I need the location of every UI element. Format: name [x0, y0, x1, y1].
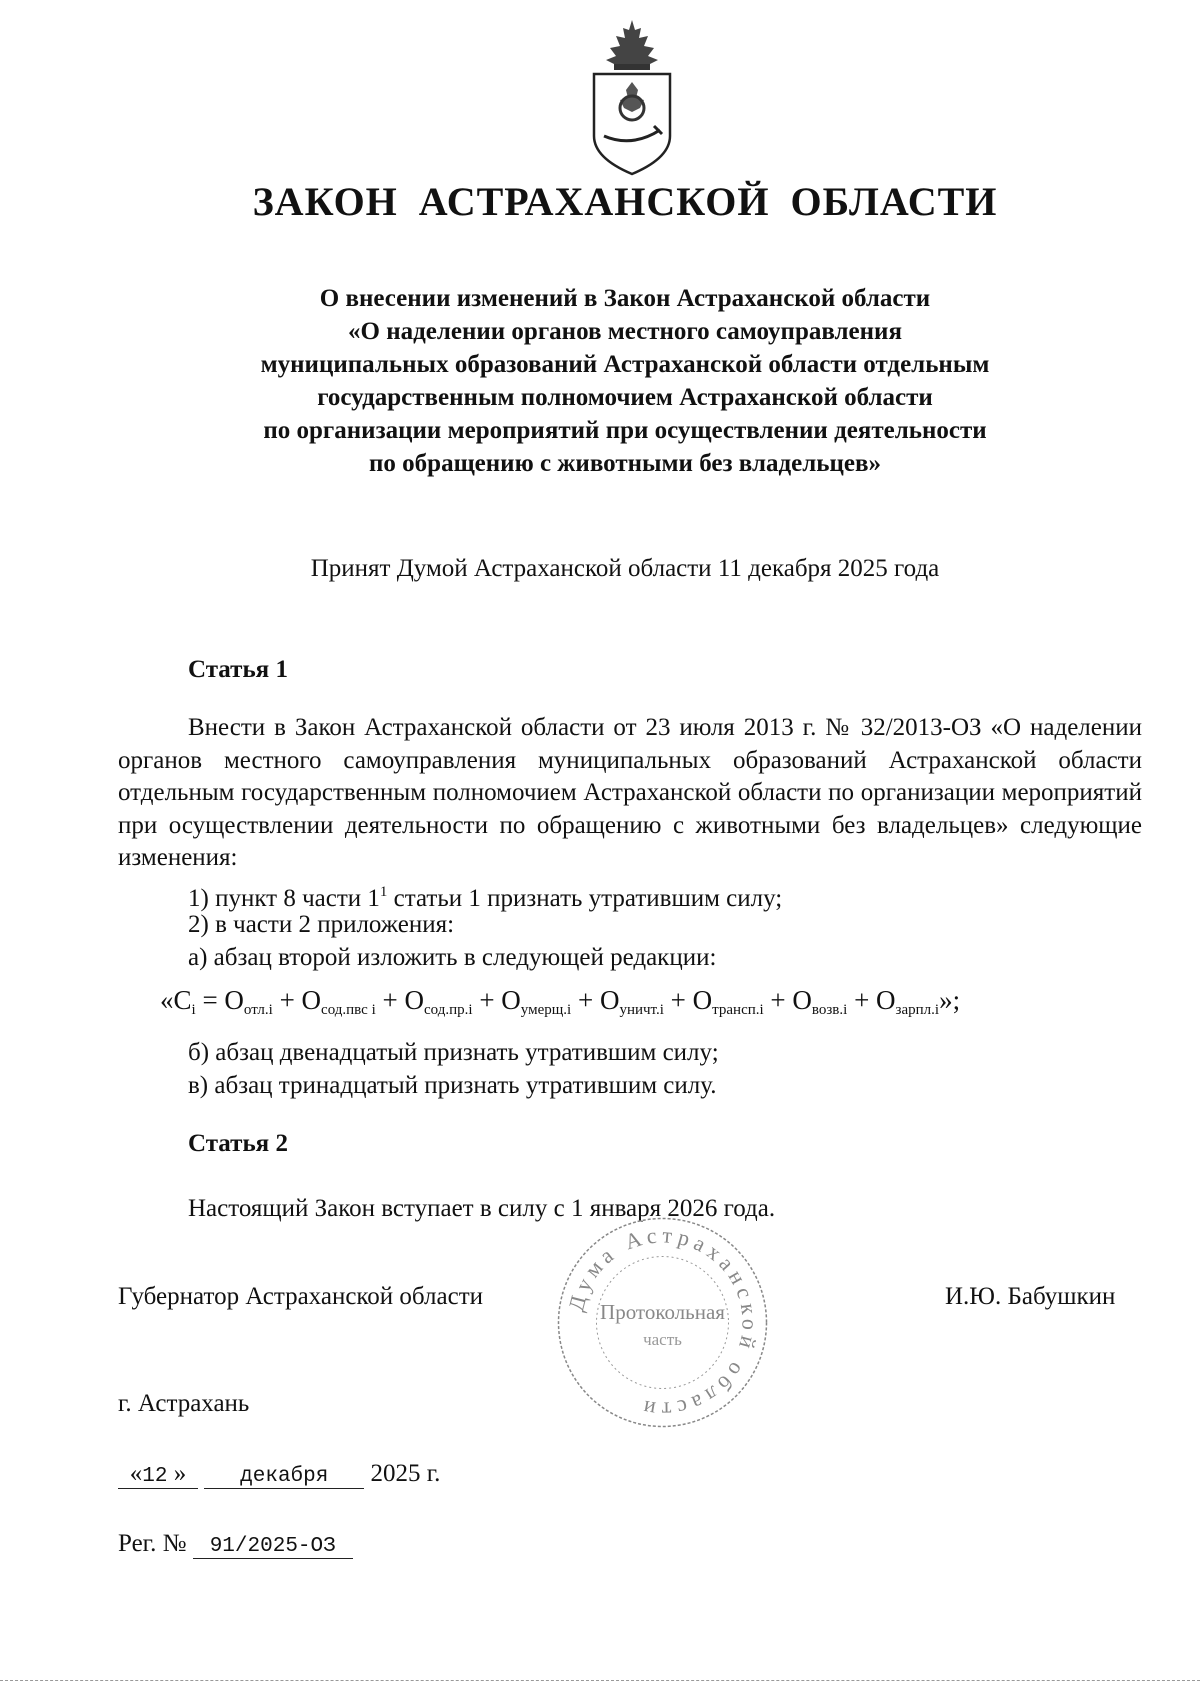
subtitle-line: муниципальных образований Астраханской области отдельным	[260, 351, 990, 378]
registration-label: Рег. №	[118, 1530, 187, 1557]
stamp-ring-text: Дума Астраханской области	[563, 1222, 763, 1423]
formula-plus: +	[663, 985, 693, 1015]
formula-term: $O_{умерщ.i}$	[501, 985, 572, 1018]
stamp-center-line1: Протокольная	[600, 1300, 725, 1324]
article-1-item-2c: в) абзац тринадцатый признать утратившим силу.	[188, 1072, 717, 1099]
article-2-heading: Статья 2	[188, 1130, 288, 1157]
law-subtitle	[0, 282, 1200, 480]
item-1-superscript: 1	[379, 884, 388, 900]
formula-plus: +	[272, 985, 302, 1015]
formula-close: »;	[939, 985, 961, 1015]
formula-plus: +	[472, 985, 502, 1015]
registration-number	[118, 1530, 353, 1559]
formula-term: $O_{отл.i}$	[224, 985, 273, 1018]
signatory-name: И.Ю. Бабушкин	[945, 1283, 1116, 1310]
date-day-field	[118, 1460, 198, 1489]
date-close-quote: »	[173, 1460, 187, 1487]
formula-term: $O_{зарпл.i}$	[876, 985, 940, 1018]
coat-of-arms-emblem	[586, 18, 678, 178]
subtitle-line: государственным полномочием Астраханской области	[317, 384, 933, 411]
article-1-item-2a: а) абзац второй изложить в следующей редакции:	[188, 944, 717, 971]
registration-value: 91/2025-ОЗ	[193, 1535, 353, 1559]
formula-plus: +	[763, 985, 793, 1015]
formula-plus: +	[375, 985, 405, 1015]
subtitle-line: О внесении изменений в Закон Астраханской области	[319, 285, 931, 312]
formula-lhs-sub: i	[191, 1002, 196, 1018]
signatory-position: Губернатор Астраханской области	[118, 1283, 484, 1310]
adoption-statement: Принят Думой Астраханской области 11 декабря 2025 года	[310, 555, 940, 582]
official-stamp	[555, 1215, 770, 1430]
date-open-quote: «	[129, 1460, 143, 1487]
page-bottom-divider	[0, 1680, 1200, 1681]
cost-formula	[160, 985, 960, 1019]
article-1-heading: Статья 1	[188, 656, 288, 683]
article-1-item-2b: б) абзац двенадцатый признать утратившим силу;	[188, 1039, 719, 1066]
article-1-item-2: 2) в части 2 приложения:	[188, 911, 455, 938]
signing-city: г. Астрахань	[118, 1390, 250, 1417]
law-title: ЗАКОН АСТРАХАНСКОЙ ОБЛАСТИ	[252, 179, 998, 224]
formula-term: $O_{возв.i}$	[792, 985, 848, 1018]
article-1-intro: Внести в Закон Астраханской области от 23 июля 2013 г. № 32/2013-ОЗ «О наделении органов местного самоуправления муниципальных образований Астраханской области отдельным государственным полномочием Астраханской области по организации мероприятий при осуществлении деятельности по обращению с животными без владельцев» следующие изменения:	[118, 714, 1142, 871]
formula-term: $O_{уничт.i}$	[599, 985, 664, 1018]
article-2-text: Настоящий Закон вступает в силу с 1 января 2026 года.	[188, 1195, 776, 1222]
date-month: декабря	[204, 1465, 364, 1489]
item-1-text-pre: 1) пункт 8 части 1	[188, 885, 380, 912]
formula-plus: +	[571, 985, 600, 1015]
subtitle-line: по организации мероприятий при осуществлении деятельности	[263, 417, 987, 444]
formula-open: «C	[160, 985, 192, 1015]
date-year: 2025 г.	[370, 1460, 441, 1487]
formula-eq: =	[195, 985, 225, 1015]
signing-date	[118, 1460, 440, 1489]
stamp-center-line2: часть	[643, 1330, 682, 1349]
formula-plus: +	[847, 985, 877, 1015]
formula-term: $O_{сод.пвс i}$	[301, 985, 376, 1018]
formula-term: $O_{сод.пр.i}$	[404, 985, 473, 1018]
item-1-text-post: статьи 1 признать утратившим силу;	[387, 885, 783, 912]
subtitle-line: по обращению с животными без владельцев»	[369, 450, 881, 477]
formula-term: $O_{трансп.i}$	[692, 985, 764, 1018]
date-day: 12	[142, 1465, 168, 1488]
subtitle-line: «О наделении органов местного самоуправления	[348, 318, 902, 345]
